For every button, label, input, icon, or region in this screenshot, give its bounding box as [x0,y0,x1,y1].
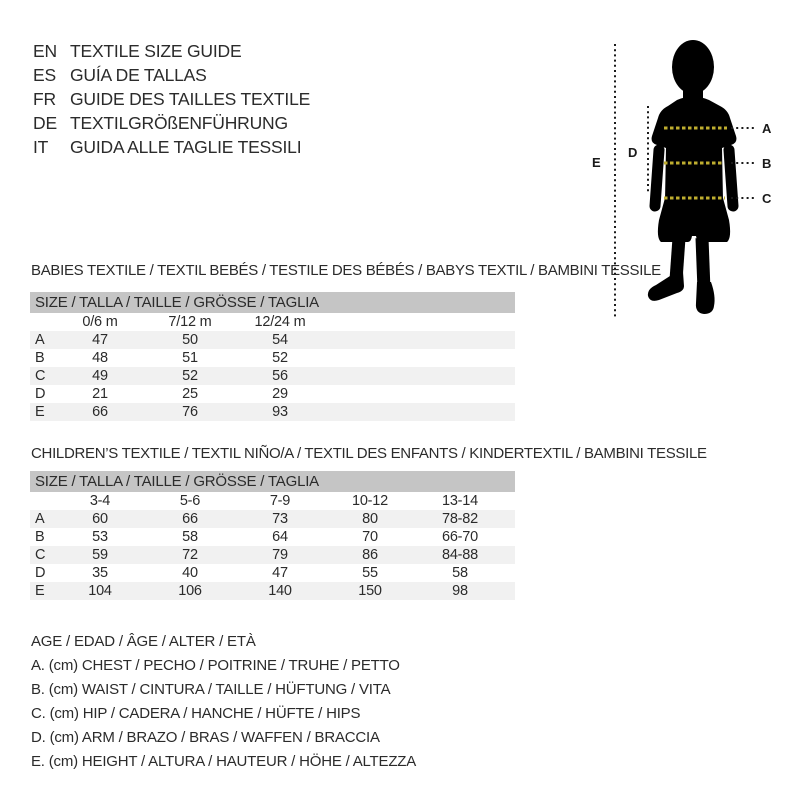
row-label: E [35,404,45,420]
size-header-bar: SIZE / TALLA / TAILLE / GRÖSSE / TAGLIA [30,471,515,492]
child-silhouette [648,40,737,314]
cell-value: 84-88 [441,547,479,563]
legend-line: D. (cm) ARM / BRAZO / BRAS / WAFFEN / BRACCIA [31,729,380,746]
row-label: D [35,386,46,402]
table-row [30,349,515,367]
legend-line: B. (cm) WAIST / CINTURA / TAILLE / HÜFTUNG / VITA [31,681,391,698]
cell-value: 66-70 [441,529,479,545]
measurement-legend [31,630,416,774]
language-row [33,111,310,135]
column-header-row [30,492,515,510]
cell-value: 73 [272,511,288,527]
cell-value: 78-82 [441,511,479,527]
cell-value: 98 [452,583,468,599]
label-chest-a: A [762,121,772,136]
cell-value: 76 [182,404,198,420]
table-row [30,367,515,385]
label-height-e: E [592,155,601,170]
row-label-spacer [30,492,55,510]
cell-value: 150 [358,583,382,599]
cell-value: 80 [362,511,378,527]
cell-value: 21 [92,386,108,402]
language-code: FR [33,89,56,109]
language-label: GUÍA DE TALLAS [70,65,207,85]
cell-value: 58 [182,529,198,545]
cell-value: 53 [92,529,108,545]
row-label: E [35,583,45,599]
row-label: B [35,529,45,545]
cell-value: 54 [272,332,288,348]
language-label: TEXTILGRÖßENFÜHRUNG [70,113,288,133]
language-row [33,39,310,63]
legend-line: A. (cm) CHEST / PECHO / POITRINE / TRUHE / PETTO [31,657,400,674]
legend-line: C. (cm) HIP / CADERA / HANCHE / HÜFTE / HIPS [31,705,361,722]
cell-value: 86 [362,547,378,563]
cell-value: 79 [272,547,288,563]
cell-value: 59 [92,547,108,563]
language-list [33,39,310,159]
cell-value: 40 [182,565,198,581]
column-header: 5-6 [179,493,201,509]
column-header: 3-4 [89,493,111,509]
cell-value: 25 [182,386,198,402]
column-header: 12/24 m [254,314,306,330]
table-row [30,510,515,528]
language-label: GUIDE DES TAILLES TEXTILE [70,89,311,109]
cell-value: 47 [92,332,108,348]
cell-value: 48 [92,350,108,366]
legend-line: AGE / EDAD / ÂGE / ALTER / ETÀ [31,633,256,650]
cell-value: 51 [182,350,198,366]
cell-value: 56 [272,368,288,384]
column-header: 7/12 m [168,314,212,330]
row-label-spacer [30,313,55,331]
cell-value: 55 [362,565,378,581]
table-body [30,492,515,600]
language-code: ES [33,65,56,85]
cell-value: 52 [272,350,288,366]
label-arm-d: D [628,145,638,160]
row-label: D [35,565,46,581]
children-size-table [30,471,515,600]
language-row [33,87,310,111]
cell-value: 35 [92,565,108,581]
cell-value: 104 [88,583,112,599]
cell-value: 64 [272,529,288,545]
language-code: IT [33,137,49,157]
column-header: 10-12 [351,493,389,509]
cell-value: 52 [182,368,198,384]
cell-value: 60 [92,511,108,527]
cell-value: 29 [272,386,288,402]
size-header-bar: SIZE / TALLA / TAILLE / GRÖSSE / TAGLIA [30,292,515,313]
babies-section-title: BABIES TEXTILE / TEXTIL BEBÉS / TESTILE DES BÉBÉS / BABYS TEXTIL / BAMBINI TESSILE [31,262,661,279]
table-row [30,403,515,421]
table-row [30,385,515,403]
row-label: C [35,368,46,384]
cell-value: 50 [182,332,198,348]
cell-value: 93 [272,404,288,420]
cell-value: 70 [362,529,378,545]
label-hip-c: C [762,191,772,206]
cell-value: 58 [452,565,468,581]
row-label: C [35,547,46,563]
cell-value: 66 [92,404,108,420]
table-row [30,528,515,546]
child-silhouette-diagram [580,30,800,330]
babies-size-table [30,292,515,421]
cell-value: 72 [182,547,198,563]
language-row [33,135,310,159]
row-label: B [35,350,45,366]
legend-line: E. (cm) HEIGHT / ALTURA / HAUTEUR / HÖHE / ALTEZZA [31,753,417,770]
table-row [30,546,515,564]
language-row [33,63,310,87]
column-header: 0/6 m [82,314,118,330]
cell-value: 66 [182,511,198,527]
column-header-row [30,313,515,331]
measurement-figure [580,30,800,330]
language-code: DE [33,113,57,133]
cell-value: 106 [178,583,202,599]
label-waist-b: B [762,156,772,171]
table-body [30,313,515,421]
cell-value: 140 [268,583,292,599]
language-code: EN [33,41,57,61]
language-label: TEXTILE SIZE GUIDE [70,41,242,61]
column-header: 13-14 [441,493,479,509]
column-header: 7-9 [269,493,291,509]
row-label: A [35,511,45,527]
table-row [30,331,515,349]
table-row [30,564,515,582]
row-label: A [35,332,45,348]
cell-value: 49 [92,368,108,384]
table-row [30,582,515,600]
language-label: GUIDA ALLE TAGLIE TESSILI [70,137,302,157]
cell-value: 47 [272,565,288,581]
children-section-title: CHILDREN’S TEXTILE / TEXTIL NIÑO/A / TEXTIL DES ENFANTS / KINDERTEXTIL / BAMBINI TESSILE [31,445,707,462]
